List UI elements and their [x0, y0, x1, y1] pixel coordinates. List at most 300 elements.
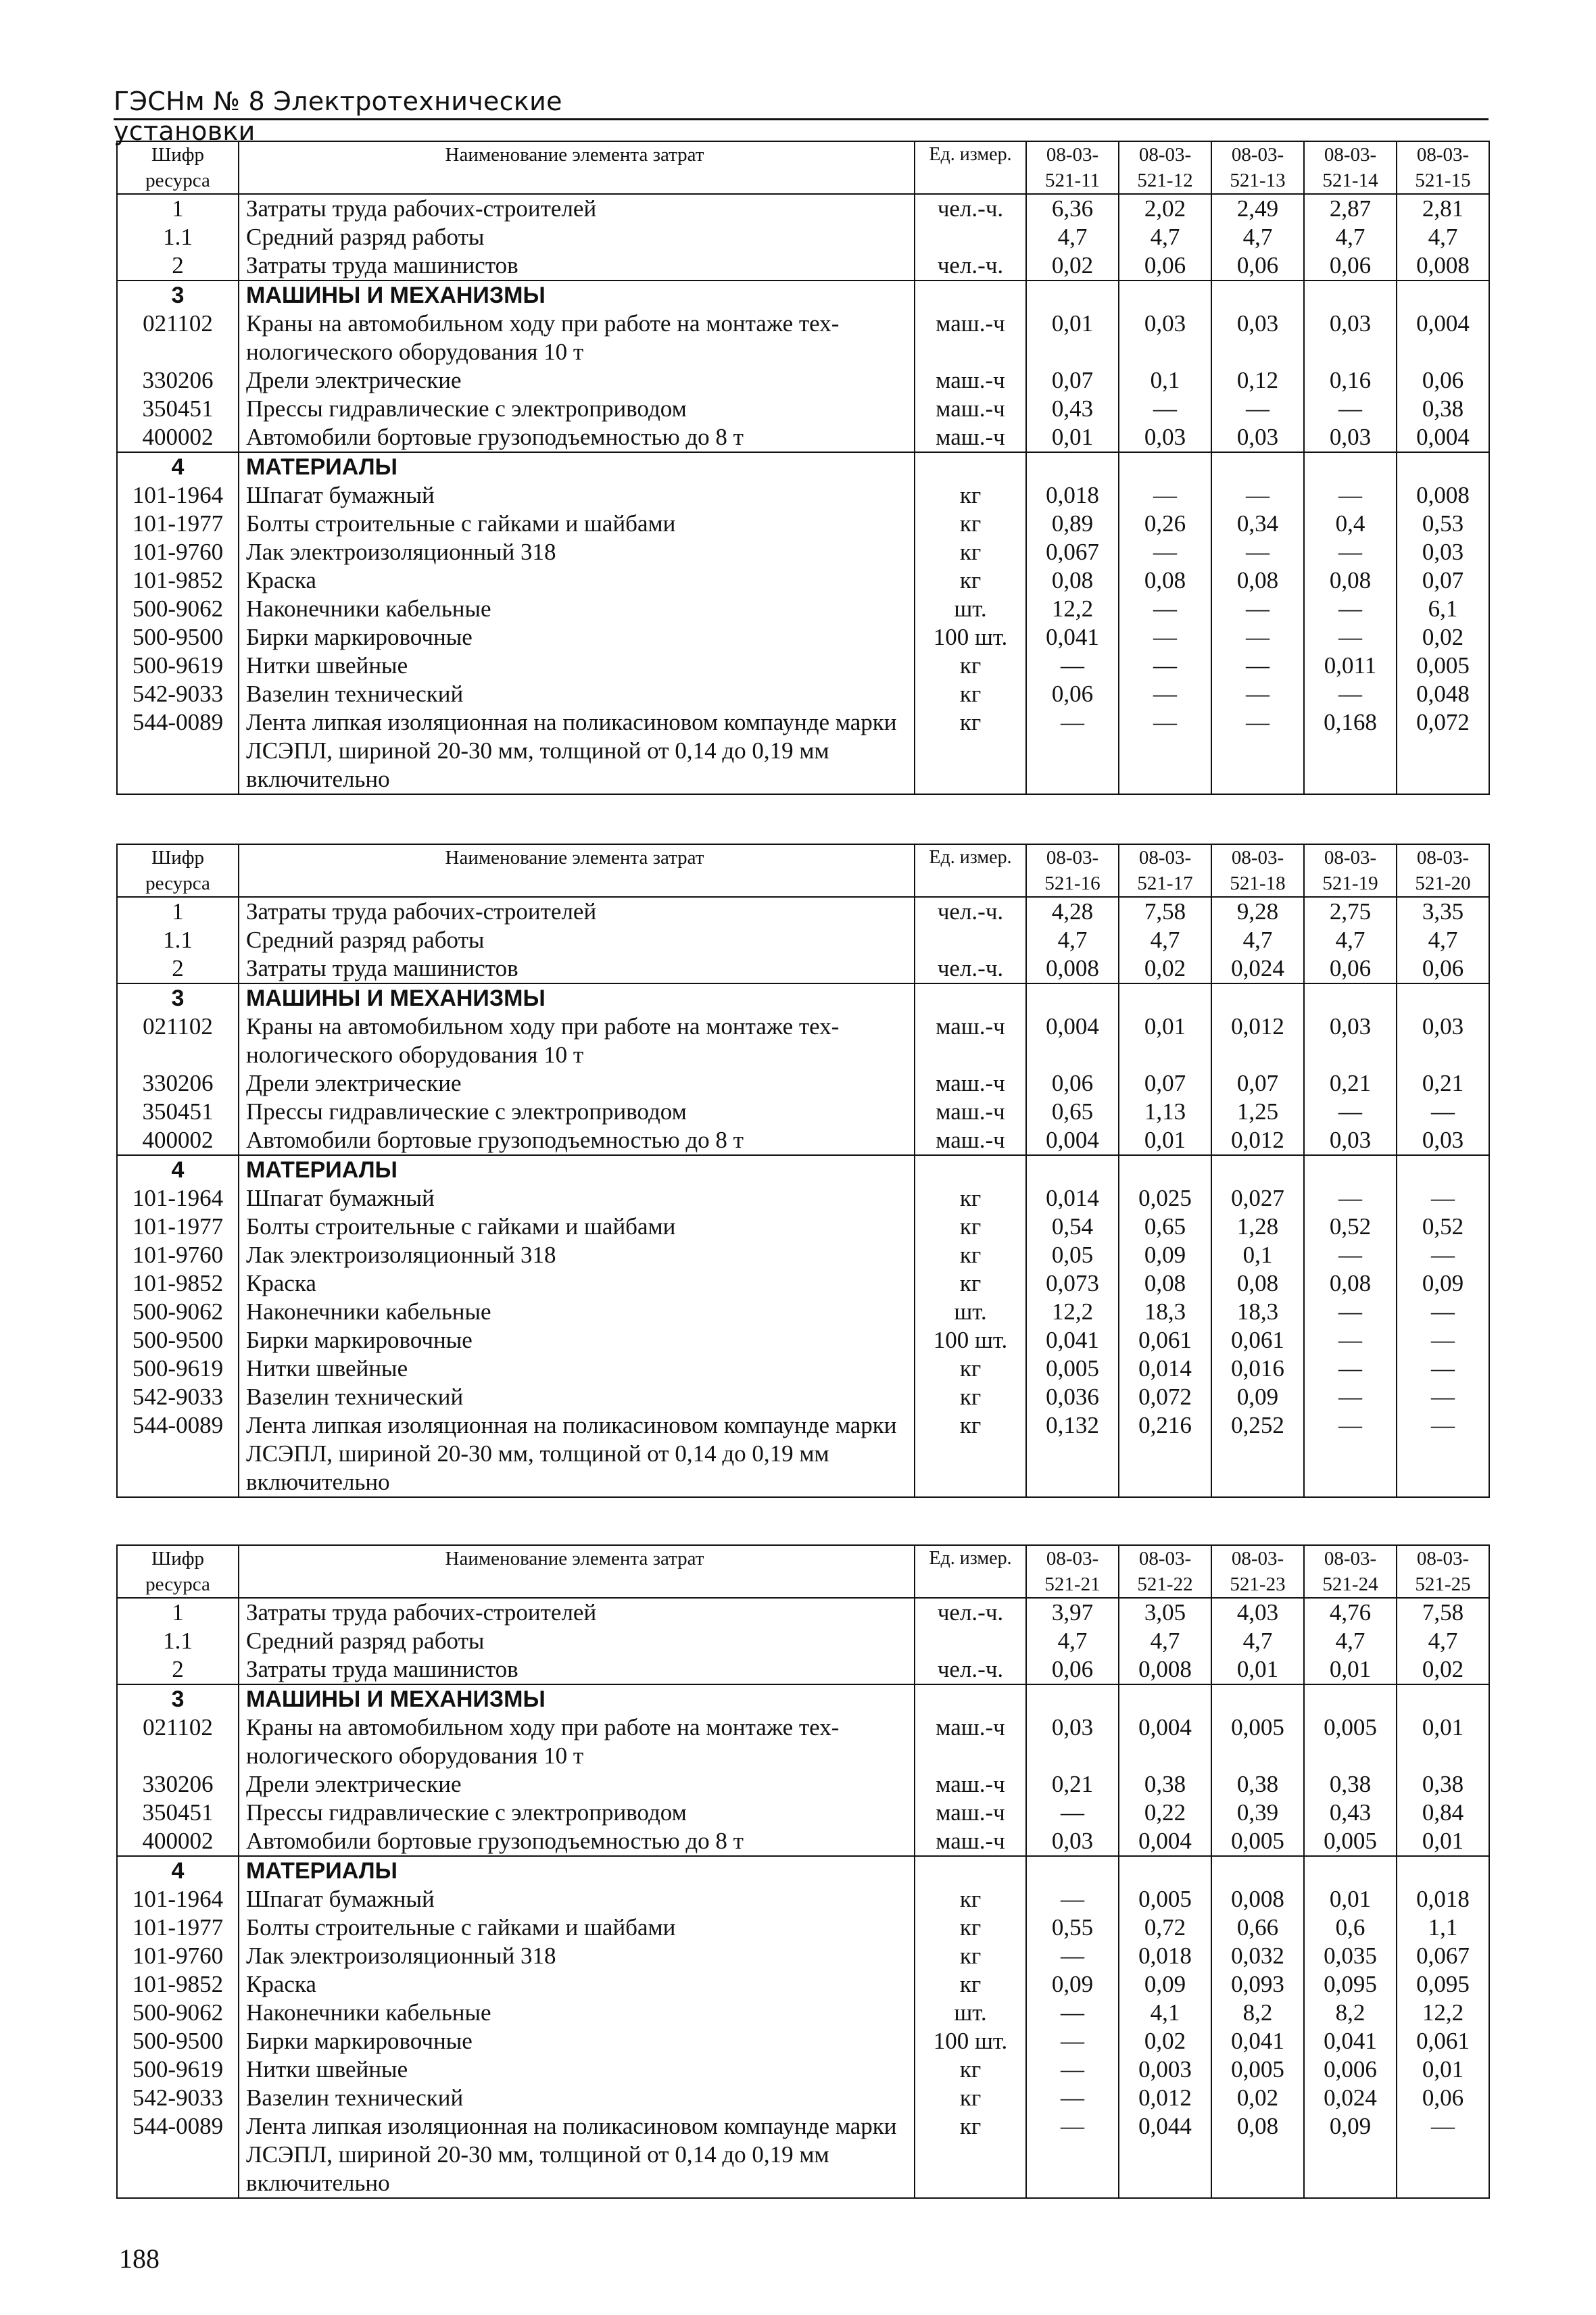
table-row [117, 1999, 1489, 2027]
value-cell: — [1304, 1411, 1397, 1497]
value-cell: 0,005 [1026, 1355, 1119, 1383]
unit-cell: 100 шт. [915, 2027, 1026, 2055]
cost-element-name: Прессы гидравлические с электроприводом [239, 1098, 915, 1126]
value-cell [1304, 452, 1397, 481]
cost-element-name: Дрели электрические [239, 366, 915, 395]
norm-code-line: 521-23 [1230, 1574, 1286, 1595]
unit-cell: маш.-ч [915, 1126, 1026, 1155]
value-cell: 0,018 [1026, 481, 1119, 510]
value-cell: 0,08 [1211, 1269, 1304, 1298]
cost-element-name: Затраты труда машинистов [239, 251, 915, 281]
value-cell: 0,02 [1119, 954, 1211, 983]
resource-code: 544-0089 [117, 1411, 239, 1497]
table-row [117, 1411, 1489, 1497]
value-cell: — [1397, 1355, 1489, 1383]
value-cell: 4,7 [1211, 1627, 1304, 1655]
resource-code: 3 [117, 281, 239, 310]
unit-cell: кг [915, 1355, 1026, 1383]
value-cell: 0,01 [1397, 1827, 1489, 1856]
resource-code: 1 [117, 1598, 239, 1627]
value-cell: 6,1 [1397, 595, 1489, 623]
value-cell [1026, 281, 1119, 310]
resource-code: 400002 [117, 1126, 239, 1155]
value-cell: 4,7 [1119, 223, 1211, 251]
resource-code: 500-9062 [117, 1298, 239, 1326]
value-cell: 0,21 [1397, 1069, 1489, 1098]
cost-element-name: Бирки маркировочные [239, 1326, 915, 1355]
value-cell: 0,65 [1119, 1213, 1211, 1241]
norm-code-line: 08-03- [1138, 1548, 1192, 1569]
cost-element-name: Затраты труда рабочих-строителей [239, 897, 915, 926]
unit-cell: кг [915, 481, 1026, 510]
resource-code: 542-9033 [117, 680, 239, 708]
norm-code-line: 521-25 [1415, 1574, 1471, 1595]
header-rule [114, 118, 1489, 120]
value-cell: 0,05 [1026, 1241, 1119, 1269]
unit-cell: кг [915, 1411, 1026, 1497]
value-cell: 0,08 [1026, 566, 1119, 595]
norm-table-1 [116, 141, 1490, 795]
norm-code-line: 521-13 [1230, 170, 1286, 191]
section-title: МАШИНЫ И МЕХАНИЗМЫ [239, 281, 915, 310]
value-cell: 0,006 [1304, 2055, 1397, 2084]
value-cell [1304, 1684, 1397, 1713]
value-cell: 0,06 [1211, 251, 1304, 281]
norm-code-line: 521-15 [1415, 170, 1471, 191]
value-cell: 0,39 [1211, 1799, 1304, 1827]
value-cell: — [1026, 1799, 1119, 1827]
value-cell: — [1026, 2112, 1119, 2198]
value-cell: 0,16 [1304, 366, 1397, 395]
cost-element-name: Болты строительные с гайками и шайбами [239, 1914, 915, 1942]
value-cell: 0,072 [1397, 708, 1489, 794]
resource-code: 101-9760 [117, 1942, 239, 1970]
value-cell: — [1304, 1098, 1397, 1126]
value-cell: 0,004 [1397, 310, 1489, 366]
unit-cell: чел.-ч. [915, 1655, 1026, 1684]
value-cell: — [1119, 395, 1211, 423]
resource-code: 2 [117, 1655, 239, 1684]
resource-code: 542-9033 [117, 1383, 239, 1411]
value-cell: 2,87 [1304, 194, 1397, 223]
value-cell: 0,89 [1026, 510, 1119, 538]
unit-cell [915, 983, 1026, 1013]
section-title: МАШИНЫ И МЕХАНИЗМЫ [239, 983, 915, 1013]
resource-code: 400002 [117, 1827, 239, 1856]
table-row [117, 2027, 1489, 2055]
value-cell: 0,008 [1397, 481, 1489, 510]
value-cell: 0,012 [1119, 2084, 1211, 2112]
value-cell: 4,1 [1119, 1999, 1211, 2027]
section-row [117, 1684, 1489, 1713]
value-cell: 0,01 [1211, 1655, 1304, 1684]
cost-element-name: Краны на автомобильном ходу при работе на монтаже тех-нологического оборудования 10 т [239, 1013, 915, 1069]
value-cell: 0,4 [1304, 510, 1397, 538]
value-cell: 4,7 [1304, 223, 1397, 251]
value-cell: 0,08 [1304, 566, 1397, 595]
value-cell: 0,041 [1026, 623, 1119, 652]
resource-code: 330206 [117, 1770, 239, 1799]
table-header-row [117, 141, 1489, 194]
unit-cell: кг [915, 2112, 1026, 2198]
resource-code: 101-1977 [117, 1914, 239, 1942]
resource-code: 500-9619 [117, 652, 239, 680]
norm-code-line: 521-24 [1322, 1574, 1378, 1595]
table-row [117, 1799, 1489, 1827]
value-cell: 0,008 [1211, 1885, 1304, 1914]
value-cell: 0,061 [1119, 1326, 1211, 1355]
value-cell [1304, 1856, 1397, 1885]
value-cell: 0,22 [1119, 1799, 1211, 1827]
norm-code-line: 08-03- [1231, 847, 1284, 869]
resource-code: 101-1964 [117, 481, 239, 510]
cost-element-name: Вазелин технический [239, 1383, 915, 1411]
cost-element-name: Средний разряд работы [239, 1627, 915, 1655]
unit-cell: кг [915, 538, 1026, 566]
table-row [117, 251, 1489, 281]
value-cell [1397, 1856, 1489, 1885]
unit-cell: кг [915, 2055, 1026, 2084]
resource-code: 500-9619 [117, 2055, 239, 2084]
value-cell: 2,75 [1304, 897, 1397, 926]
cost-element-name: Шпагат бумажный [239, 1885, 915, 1914]
section-title: МАШИНЫ И МЕХАНИЗМЫ [239, 1684, 915, 1713]
value-cell: 4,76 [1304, 1598, 1397, 1627]
table-row [117, 1655, 1489, 1684]
unit-cell: чел.-ч. [915, 251, 1026, 281]
norm-code-line: 521-14 [1322, 170, 1378, 191]
value-cell: 1,1 [1397, 1914, 1489, 1942]
section-row [117, 281, 1489, 310]
value-cell: 4,7 [1304, 1627, 1397, 1655]
unit-cell: кг [915, 1269, 1026, 1298]
value-cell: 0,09 [1119, 1970, 1211, 1999]
value-cell: — [1304, 1298, 1397, 1326]
section-title: МАТЕРИАЛЫ [239, 1856, 915, 1885]
value-cell: 0,067 [1026, 538, 1119, 566]
page-header-title: ГЭСНм № 8 Электротехнические установки [114, 87, 562, 146]
table-row [117, 1098, 1489, 1126]
value-cell [1211, 1856, 1304, 1885]
value-cell [1026, 452, 1119, 481]
value-cell: 0,02 [1026, 251, 1119, 281]
value-cell [1119, 983, 1211, 1013]
unit-cell [915, 452, 1026, 481]
column-header-code-line1: Шифр [151, 144, 205, 166]
value-cell: 0,005 [1397, 652, 1489, 680]
value-cell: — [1119, 595, 1211, 623]
value-cell: 0,095 [1397, 1970, 1489, 1999]
value-cell: 0,168 [1304, 708, 1397, 794]
value-cell: 0,041 [1026, 1326, 1119, 1355]
value-cell: 7,58 [1119, 897, 1211, 926]
value-cell: 0,08 [1119, 566, 1211, 595]
value-cell: 0,01 [1304, 1655, 1397, 1684]
value-cell: 0,07 [1026, 366, 1119, 395]
value-cell: 4,7 [1119, 1627, 1211, 1655]
value-cell: 4,7 [1397, 223, 1489, 251]
value-cell: 0,011 [1304, 652, 1397, 680]
column-header-norm-code [1397, 1545, 1489, 1598]
norm-code-line: 521-11 [1044, 170, 1101, 191]
cost-element-name: Затраты труда машинистов [239, 954, 915, 983]
value-cell: 4,7 [1211, 926, 1304, 954]
value-cell: 0,027 [1211, 1184, 1304, 1213]
table-row [117, 1827, 1489, 1856]
value-cell: — [1211, 680, 1304, 708]
value-cell: 0,073 [1026, 1269, 1119, 1298]
cost-element-name: Средний разряд работы [239, 223, 915, 251]
value-cell [1211, 452, 1304, 481]
value-cell: — [1119, 680, 1211, 708]
resource-code: 1 [117, 897, 239, 926]
column-header-norm-code [1397, 141, 1489, 194]
cost-element-name: Лента липкая изоляционная на поликасиновом компаунде марки ЛСЭПЛ, шириной 20-30 мм, толщиной от 0,14 до 0,19 мм включительно [239, 1411, 915, 1497]
cost-element-name: Шпагат бумажный [239, 1184, 915, 1213]
cost-element-name: Лента липкая изоляционная на поликасиновом компаунде марки ЛСЭПЛ, шириной 20-30 мм, толщиной от 0,14 до 0,19 мм включительно [239, 708, 915, 794]
value-cell: 0,08 [1211, 2112, 1304, 2198]
unit-cell: маш.-ч [915, 395, 1026, 423]
value-cell: — [1304, 1383, 1397, 1411]
resource-code: 4 [117, 452, 239, 481]
norm-code-line: 521-17 [1137, 873, 1193, 894]
resource-code: 2 [117, 251, 239, 281]
value-cell: 0,65 [1026, 1098, 1119, 1126]
value-cell [1304, 281, 1397, 310]
table-row [117, 1126, 1489, 1155]
table-row [117, 1627, 1489, 1655]
resource-code: 330206 [117, 1069, 239, 1098]
unit-cell: чел.-ч. [915, 954, 1026, 983]
value-cell: — [1211, 481, 1304, 510]
value-cell [1211, 983, 1304, 1013]
value-cell: — [1397, 1383, 1489, 1411]
value-cell: 0,004 [1026, 1126, 1119, 1155]
resource-code: 101-9760 [117, 1241, 239, 1269]
table-row [117, 2112, 1489, 2198]
norm-code-line: 08-03- [1324, 144, 1377, 166]
value-cell: 0,55 [1026, 1914, 1119, 1942]
value-cell [1397, 983, 1489, 1013]
value-cell: 0,035 [1304, 1942, 1397, 1970]
section-row [117, 983, 1489, 1013]
value-cell: 0,01 [1304, 1885, 1397, 1914]
value-cell: — [1304, 1241, 1397, 1269]
value-cell: 0,008 [1119, 1655, 1211, 1684]
resource-code: 3 [117, 983, 239, 1013]
column-header-norm-code [1026, 141, 1119, 194]
table-row [117, 1383, 1489, 1411]
value-cell: — [1304, 395, 1397, 423]
table-row [117, 510, 1489, 538]
unit-cell: кг [915, 1885, 1026, 1914]
table-row [117, 1970, 1489, 1999]
value-cell: 0,03 [1026, 1827, 1119, 1856]
value-cell: 0,004 [1397, 423, 1489, 452]
cost-element-name: Наконечники кабельные [239, 1298, 915, 1326]
unit-cell: кг [915, 1213, 1026, 1241]
value-cell: 12,2 [1026, 595, 1119, 623]
resource-code: 350451 [117, 395, 239, 423]
value-cell: 0,54 [1026, 1213, 1119, 1241]
value-cell: 0,012 [1211, 1126, 1304, 1155]
value-cell: — [1119, 481, 1211, 510]
value-cell: 0,1 [1119, 366, 1211, 395]
value-cell: 0,02 [1211, 2084, 1304, 2112]
value-cell: 0,041 [1211, 2027, 1304, 2055]
resource-code: 542-9033 [117, 2084, 239, 2112]
value-cell: 0,072 [1119, 1383, 1211, 1411]
value-cell: 0,1 [1211, 1241, 1304, 1269]
cost-element-name: Средний разряд работы [239, 926, 915, 954]
cost-element-name: Краска [239, 1269, 915, 1298]
column-header-code-line1: Шифр [151, 847, 205, 869]
value-cell [1304, 983, 1397, 1013]
value-cell: 0,03 [1397, 1126, 1489, 1155]
unit-cell: кг [915, 510, 1026, 538]
value-cell: — [1026, 1885, 1119, 1914]
column-header-norm-code [1119, 141, 1211, 194]
value-cell: 0,06 [1304, 954, 1397, 983]
cost-element-name: Автомобили бортовые грузоподъемностью до 8 т [239, 1827, 915, 1856]
value-cell: 0,08 [1119, 1269, 1211, 1298]
unit-cell: кг [915, 1914, 1026, 1942]
unit-cell: шт. [915, 1999, 1026, 2027]
column-header-unit: Ед. измер. [915, 1545, 1026, 1598]
section-title: МАТЕРИАЛЫ [239, 1155, 915, 1184]
value-cell: 0,01 [1119, 1013, 1211, 1069]
value-cell: 0,005 [1211, 1827, 1304, 1856]
table-row [117, 481, 1489, 510]
resource-code: 3 [117, 1684, 239, 1713]
norm-code-line: 521-21 [1044, 1574, 1101, 1595]
value-cell: — [1397, 1298, 1489, 1326]
resource-code: 544-0089 [117, 2112, 239, 2198]
cost-element-name: Автомобили бортовые грузоподъемностью до 8 т [239, 423, 915, 452]
value-cell: 0,06 [1026, 680, 1119, 708]
unit-cell: кг [915, 1184, 1026, 1213]
value-cell: 0,01 [1026, 423, 1119, 452]
value-cell [1119, 281, 1211, 310]
value-cell: 0,036 [1026, 1383, 1119, 1411]
unit-cell: кг [915, 652, 1026, 680]
value-cell: 0,01 [1119, 1126, 1211, 1155]
resource-code: 500-9062 [117, 1999, 239, 2027]
table-row [117, 926, 1489, 954]
cost-element-name: Лак электроизоляционный 318 [239, 1241, 915, 1269]
value-cell: 0,005 [1211, 2055, 1304, 2084]
unit-cell: 100 шт. [915, 623, 1026, 652]
value-cell: 0,048 [1397, 680, 1489, 708]
table-row [117, 954, 1489, 983]
value-cell: 0,005 [1304, 1827, 1397, 1856]
resource-code: 500-9500 [117, 623, 239, 652]
value-cell: — [1026, 1999, 1119, 2027]
value-cell: 0,38 [1304, 1770, 1397, 1799]
value-cell: 0,044 [1119, 2112, 1211, 2198]
value-cell: 2,02 [1119, 194, 1211, 223]
value-cell: 0,004 [1026, 1013, 1119, 1069]
cost-element-name: Бирки маркировочные [239, 2027, 915, 2055]
cost-element-name: Краска [239, 1970, 915, 1999]
table-header-row [117, 1545, 1489, 1598]
table-row [117, 1069, 1489, 1098]
table-header-row [117, 844, 1489, 897]
value-cell [1304, 1155, 1397, 1184]
table-row [117, 708, 1489, 794]
table-row [117, 2055, 1489, 2084]
unit-cell: кг [915, 708, 1026, 794]
resource-code: 2 [117, 954, 239, 983]
resource-code: 101-1964 [117, 1184, 239, 1213]
value-cell: 0,09 [1119, 1241, 1211, 1269]
unit-cell: кг [915, 1383, 1026, 1411]
norm-code-line: 08-03- [1046, 1548, 1099, 1569]
value-cell: 0,03 [1119, 310, 1211, 366]
value-cell: 0,21 [1304, 1069, 1397, 1098]
unit-cell: кг [915, 2084, 1026, 2112]
value-cell: — [1304, 1355, 1397, 1383]
value-cell: 0,03 [1211, 310, 1304, 366]
unit-cell [915, 1155, 1026, 1184]
column-header-code-line2: ресурса [145, 873, 210, 894]
value-cell: 4,03 [1211, 1598, 1304, 1627]
value-cell: 7,58 [1397, 1598, 1489, 1627]
value-cell: 0,53 [1397, 510, 1489, 538]
value-cell: — [1026, 652, 1119, 680]
value-cell: 0,01 [1026, 310, 1119, 366]
unit-cell: шт. [915, 595, 1026, 623]
value-cell: 9,28 [1211, 897, 1304, 926]
cost-element-name: Болты строительные с гайками и шайбами [239, 1213, 915, 1241]
column-header-norm-code [1211, 1545, 1304, 1598]
unit-cell [915, 1684, 1026, 1713]
cost-element-name: Лак электроизоляционный 318 [239, 538, 915, 566]
cost-element-name: Краска [239, 566, 915, 595]
value-cell: 4,28 [1026, 897, 1119, 926]
norm-code-line: 08-03- [1046, 144, 1099, 166]
resource-code: 4 [117, 1856, 239, 1885]
value-cell: 0,21 [1026, 1770, 1119, 1799]
value-cell: 4,7 [1211, 223, 1304, 251]
value-cell: — [1304, 481, 1397, 510]
cost-element-name: Нитки швейные [239, 652, 915, 680]
table-row [117, 623, 1489, 652]
value-cell: 3,05 [1119, 1598, 1211, 1627]
unit-cell: кг [915, 1241, 1026, 1269]
value-cell: 0,032 [1211, 1942, 1304, 1970]
column-header-norm-code [1397, 844, 1489, 897]
cost-element-name: Лак электроизоляционный 318 [239, 1942, 915, 1970]
value-cell: 0,005 [1304, 1713, 1397, 1770]
resource-code: 021102 [117, 1713, 239, 1770]
column-header-code [117, 1545, 239, 1598]
value-cell: 0,03 [1397, 538, 1489, 566]
value-cell: 3,35 [1397, 897, 1489, 926]
value-cell: 0,061 [1397, 2027, 1489, 2055]
cost-element-name: Дрели электрические [239, 1069, 915, 1098]
value-cell: 0,005 [1211, 1713, 1304, 1770]
value-cell: 4,7 [1304, 926, 1397, 954]
section-title: МАТЕРИАЛЫ [239, 452, 915, 481]
value-cell: 0,093 [1211, 1970, 1304, 1999]
value-cell [1119, 1684, 1211, 1713]
value-cell: 2,81 [1397, 194, 1489, 223]
value-cell: 12,2 [1397, 1999, 1489, 2027]
value-cell [1026, 1684, 1119, 1713]
value-cell: — [1304, 538, 1397, 566]
value-cell: — [1304, 595, 1397, 623]
